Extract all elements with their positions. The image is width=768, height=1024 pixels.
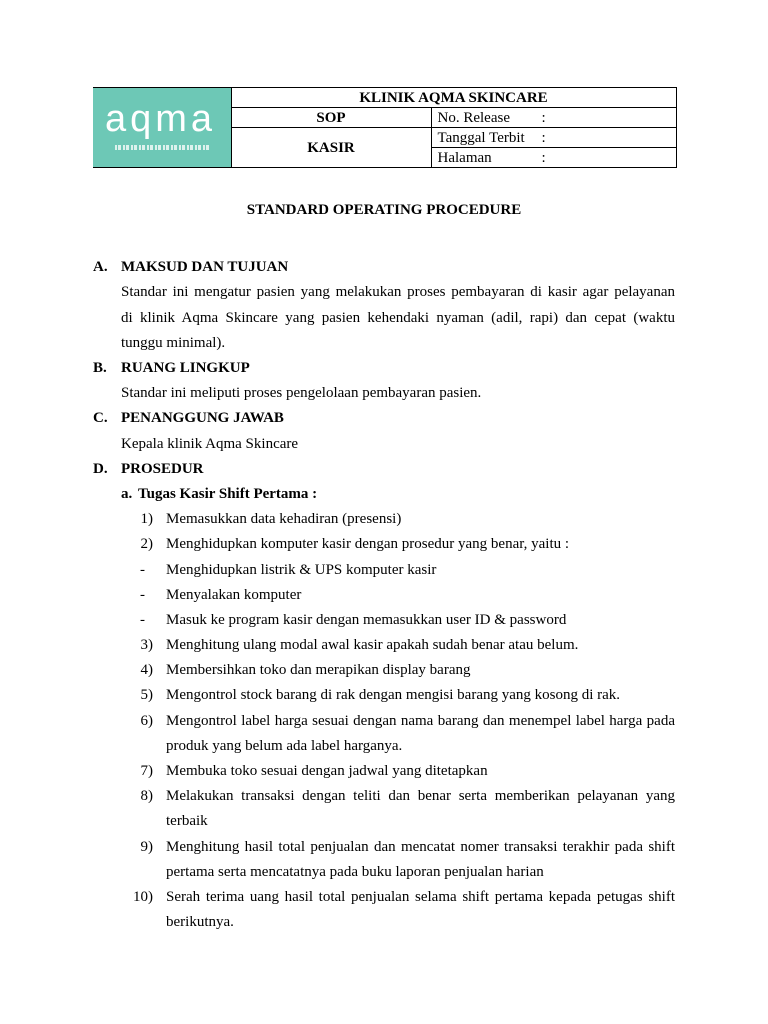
list-marker: 10) xyxy=(133,888,153,905)
list-marker: 7) xyxy=(140,763,153,780)
section-title: PROSEDUR xyxy=(121,460,204,477)
field-halaman xyxy=(431,148,676,168)
subsection-title: Tugas Kasir Shift Pertama : xyxy=(138,485,318,502)
document-title: STANDARD OPERATING PROCEDURE xyxy=(246,202,522,218)
list-item-text: Membuka toko sesuai dengan jadwal yang ditetapkan xyxy=(166,763,488,780)
subsection-marker: a. xyxy=(121,485,133,502)
list-item xyxy=(140,683,675,708)
section-letter: C. xyxy=(93,410,108,427)
list-marker: - xyxy=(140,561,145,578)
field-label: No. Release xyxy=(437,109,510,126)
list-item xyxy=(140,709,675,734)
list-item xyxy=(140,784,675,809)
list-marker: 9) xyxy=(140,838,153,855)
section-heading xyxy=(93,457,675,482)
paragraph-line: Kepala klinik Aqma Skincare xyxy=(121,435,299,452)
section-title: PENANGGUNG JAWAB xyxy=(121,410,284,427)
list-item-text: Memasukkan data kehadiran (presensi) xyxy=(166,511,402,528)
field-label: Halaman xyxy=(437,149,492,166)
list-item xyxy=(140,507,675,532)
list-marker: 2) xyxy=(140,536,153,553)
section-title: RUANG LINGKUP xyxy=(121,360,250,377)
list-item-text: Mengontrol label harga sesuai dengan nama barang dan menempel label harga pada xyxy=(166,712,675,729)
subsection-heading xyxy=(93,482,675,507)
list-item-text: Membersihkan toko dan merapikan display barang xyxy=(166,662,471,679)
list-item xyxy=(140,835,675,860)
field-separator: : xyxy=(541,129,546,146)
list-item-continuation: berikutnya. xyxy=(166,914,234,931)
list-item-text: Menghidupkan komputer kasir dengan prosedur yang benar, yaitu : xyxy=(166,536,570,553)
list-item-text: Mengontrol stock barang di rak dengan mengisi barang yang kosong di rak. xyxy=(166,687,621,704)
list-item-text: Masuk ke program kasir dengan memasukkan user ID & password xyxy=(166,611,567,628)
logo-tagline xyxy=(115,145,210,150)
list-item xyxy=(140,558,675,583)
list-marker: 3) xyxy=(140,637,153,654)
section-letter: B. xyxy=(93,360,107,377)
list-item xyxy=(140,583,675,608)
paragraph-line: di klinik Aqma Skincare yang pasien kehendaki nyaman (adil, rapi) dan cepat (waktu xyxy=(121,309,675,326)
list-item xyxy=(140,759,675,784)
field-no-release xyxy=(431,108,676,128)
list-item-text: Menyalakan komputer xyxy=(166,586,302,603)
list-item xyxy=(140,658,675,683)
document-body xyxy=(93,255,675,935)
logo-wordmark: aqma xyxy=(105,98,217,140)
list-item xyxy=(140,532,675,557)
section-heading xyxy=(93,406,675,431)
field-tanggal-terbit xyxy=(431,128,676,148)
list-item-continuation: produk yang belum ada label harganya. xyxy=(166,737,403,754)
section-title: MAKSUD DAN TUJUAN xyxy=(121,259,289,276)
document-type: SOP xyxy=(231,108,431,128)
section-letter: A. xyxy=(93,259,108,276)
paragraph-line: tunggu minimal). xyxy=(121,334,226,351)
header-table xyxy=(93,87,677,168)
list-marker: 4) xyxy=(140,662,153,679)
list-marker: 1) xyxy=(140,511,153,528)
list-item-text: Melakukan transaksi dengan teliti dan benar serta memberikan pelayanan yang xyxy=(166,788,675,805)
list-item-continuation: terbaik xyxy=(166,813,208,830)
section-heading xyxy=(93,255,675,280)
list-marker: 8) xyxy=(140,788,153,805)
list-marker: 6) xyxy=(140,712,153,729)
list-item xyxy=(140,608,675,633)
list-item xyxy=(140,633,675,658)
list-item xyxy=(133,885,675,910)
unit-name: KASIR xyxy=(231,128,431,168)
list-marker: - xyxy=(140,611,145,628)
clinic-name: KLINIK AQMA SKINCARE xyxy=(231,88,676,108)
field-label: Tanggal Terbit xyxy=(437,129,525,146)
list-marker: 5) xyxy=(140,687,153,704)
paragraph-line: Standar ini mengatur pasien yang melakukan proses pembayaran di kasir agar pelayanan xyxy=(121,284,675,301)
list-item-text: Menghitung hasil total penjualan dan mencatat nomer transaksi terakhir pada shift xyxy=(166,838,675,855)
section-letter: D. xyxy=(93,460,108,477)
field-separator: : xyxy=(541,149,546,166)
list-item-text: Menghitung ulang modal awal kasir apakah sudah benar atau belum. xyxy=(166,637,579,654)
field-separator: : xyxy=(541,109,546,126)
list-marker: - xyxy=(140,586,145,603)
list-item-continuation: pertama serta mencatatnya pada buku laporan penjualan harian xyxy=(166,863,544,880)
section-heading xyxy=(93,356,675,381)
clinic-logo xyxy=(93,88,231,168)
list-item-text: Serah terima uang hasil total penjualan selama shift pertama kepada petugas shift xyxy=(166,888,675,905)
paragraph-line: Standar ini meliputi proses pengelolaan pembayaran pasien. xyxy=(121,385,482,402)
list-item-text: Menghidupkan listrik & UPS komputer kasir xyxy=(166,561,437,578)
